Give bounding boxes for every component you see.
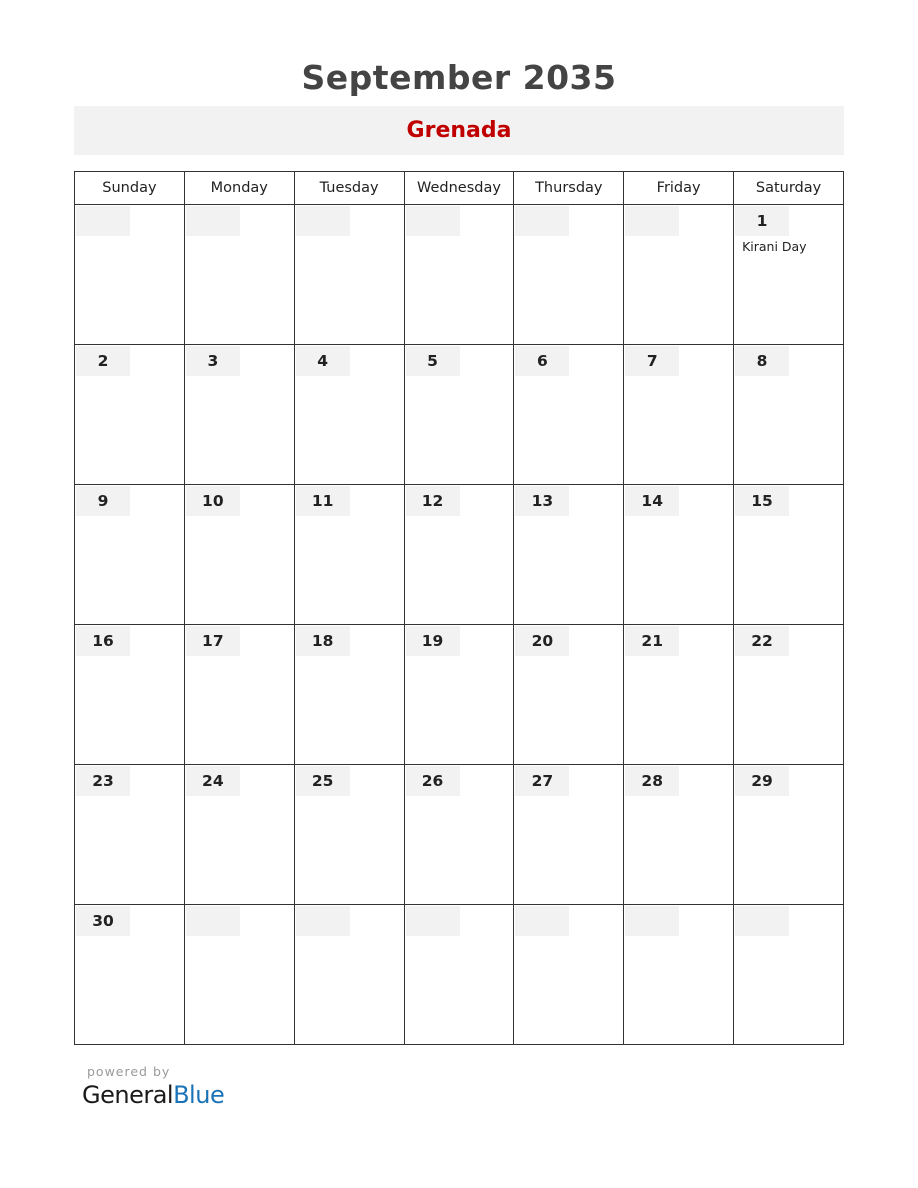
day-number: 5 <box>406 346 460 376</box>
day-cell <box>404 765 514 905</box>
day-number: 14 <box>625 486 679 516</box>
day-number: 17 <box>186 626 240 656</box>
day-cell <box>734 345 844 485</box>
day-cell <box>404 485 514 625</box>
day-number <box>515 206 569 236</box>
day-cell <box>734 485 844 625</box>
day-number: 30 <box>76 906 130 936</box>
day-cell <box>184 205 294 345</box>
footer <box>82 1064 224 1109</box>
day-number: 15 <box>735 486 789 516</box>
day-number <box>76 206 130 236</box>
weekday-header: Tuesday <box>294 172 404 205</box>
day-number <box>406 206 460 236</box>
logo-general: General <box>82 1081 174 1109</box>
weekday-header: Wednesday <box>404 172 514 205</box>
day-number: 10 <box>186 486 240 516</box>
week-row <box>75 485 844 625</box>
day-cell <box>514 765 624 905</box>
day-number: 29 <box>735 766 789 796</box>
day-number: 27 <box>515 766 569 796</box>
logo-blue: Blue <box>173 1081 225 1109</box>
day-number: 2 <box>76 346 130 376</box>
day-cell <box>75 485 185 625</box>
day-number: 16 <box>76 626 130 656</box>
week-row <box>75 205 844 345</box>
week-row <box>75 905 844 1045</box>
day-cell <box>184 485 294 625</box>
weekday-header-row <box>75 172 844 205</box>
day-cell <box>294 485 404 625</box>
day-cell <box>404 345 514 485</box>
day-cell <box>404 625 514 765</box>
day-number: 8 <box>735 346 789 376</box>
day-number: 24 <box>186 766 240 796</box>
page-title: September 2035 <box>301 58 617 97</box>
day-number <box>735 906 789 936</box>
powered-by-text: powered by <box>87 1064 171 1079</box>
day-number: 21 <box>625 626 679 656</box>
day-number: 1 <box>735 206 789 236</box>
day-cell <box>404 905 514 1045</box>
day-number: 3 <box>186 346 240 376</box>
day-number: 19 <box>406 626 460 656</box>
day-number <box>625 906 679 936</box>
day-cell <box>294 765 404 905</box>
day-number: 4 <box>296 346 350 376</box>
day-number: 18 <box>296 626 350 656</box>
day-cell <box>734 205 844 345</box>
week-row <box>75 765 844 905</box>
day-number <box>296 906 350 936</box>
week-row <box>75 345 844 485</box>
day-cell <box>75 205 185 345</box>
day-cell <box>294 345 404 485</box>
day-number: 20 <box>515 626 569 656</box>
country-name: Grenada <box>406 118 512 143</box>
day-cell <box>624 345 734 485</box>
day-number: 25 <box>296 766 350 796</box>
day-number: 13 <box>515 486 569 516</box>
calendar-grid <box>74 171 844 1045</box>
day-cell <box>294 625 404 765</box>
day-cell <box>404 205 514 345</box>
day-cell <box>184 625 294 765</box>
day-number: 6 <box>515 346 569 376</box>
day-cell <box>514 205 624 345</box>
day-number <box>406 906 460 936</box>
weekday-header: Friday <box>624 172 734 205</box>
day-number: 9 <box>76 486 130 516</box>
day-cell <box>184 765 294 905</box>
day-number: 12 <box>406 486 460 516</box>
generalblue-logo <box>82 1081 224 1109</box>
week-row <box>75 625 844 765</box>
weekday-header: Monday <box>184 172 294 205</box>
day-cell <box>294 205 404 345</box>
day-cell <box>624 485 734 625</box>
day-number: 7 <box>625 346 679 376</box>
day-number: 26 <box>406 766 460 796</box>
day-number: 11 <box>296 486 350 516</box>
day-number <box>186 206 240 236</box>
day-number <box>186 906 240 936</box>
weekday-header: Saturday <box>734 172 844 205</box>
day-cell <box>624 205 734 345</box>
day-cell <box>75 765 185 905</box>
day-cell <box>624 625 734 765</box>
day-number <box>296 206 350 236</box>
day-cell <box>75 625 185 765</box>
day-cell <box>514 625 624 765</box>
day-cell <box>734 625 844 765</box>
holiday-label: Kirani Day <box>742 239 807 254</box>
day-number <box>515 906 569 936</box>
country-banner <box>74 106 844 155</box>
weekday-header: Thursday <box>514 172 624 205</box>
day-cell <box>514 345 624 485</box>
day-cell <box>734 765 844 905</box>
day-number: 28 <box>625 766 679 796</box>
day-cell <box>734 905 844 1045</box>
day-cell <box>184 905 294 1045</box>
day-cell <box>624 765 734 905</box>
day-number: 22 <box>735 626 789 656</box>
day-cell <box>75 345 185 485</box>
day-cell <box>294 905 404 1045</box>
day-number <box>625 206 679 236</box>
day-cell <box>514 905 624 1045</box>
day-cell <box>514 485 624 625</box>
calendar-body <box>75 205 844 1045</box>
weekday-header: Sunday <box>75 172 185 205</box>
day-cell <box>184 345 294 485</box>
day-cell <box>75 905 185 1045</box>
day-number: 23 <box>76 766 130 796</box>
day-cell <box>624 905 734 1045</box>
